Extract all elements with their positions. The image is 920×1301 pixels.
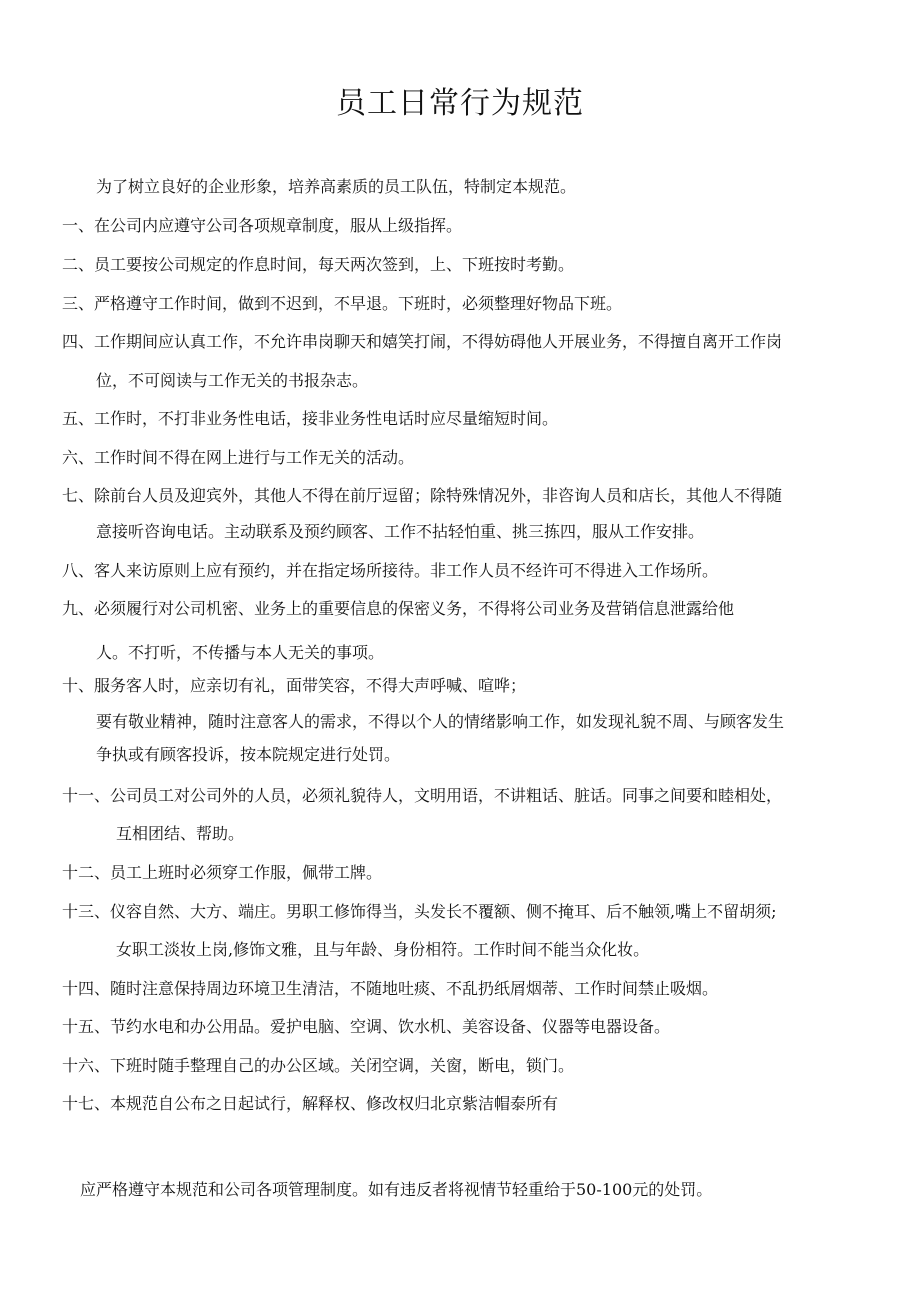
rule-10-line-1: 十、服务客人时，应亲切有礼，面带笑容，不得大声呼喊、喧哗； — [62, 676, 527, 695]
rule-7-line-2: 意接听咨询电话。主动联系及预约顾客、工作不拈轻怕重、挑三拣四，服从工作安排。 — [96, 522, 705, 541]
rule-11-line-1: 十一、公司员工对公司外的人员，必须礼貌待人，文明用语，不讲粗话、脏话。同事之间要和睦相处， — [62, 786, 783, 805]
rule-15: 十五、节约水电和办公用品。爱护电脑、空调、饮水机、美容设备、仪器等电器设备。 — [62, 1017, 671, 1036]
rule-5: 五、工作时，不打非业务性电话，接非业务性电话时应尽量缩短时间。 — [62, 409, 559, 428]
rule-10-line-3: 争执或有顾客投诉，按本院规定进行处罚。 — [96, 745, 401, 764]
intro-paragraph: 为了树立良好的企业形象，培养高素质的员工队伍，特制定本规范。 — [96, 177, 577, 196]
rule-2: 二、员工要按公司规定的作息时间，每天两次签到，上、下班按时考勤。 — [62, 255, 575, 274]
footer-note: 应严格遵守本规范和公司各项管理制度。如有违反者将视情节轻重给于50-100元的处罚。 — [80, 1180, 713, 1199]
rule-16: 十六、下班时随手整理自己的办公区域。关闭空调，关窗，断电，锁门。 — [62, 1056, 575, 1075]
rule-9-line-1: 九、必须履行对公司机密、业务上的重要信息的保密义务，不得将公司业务及营销信息泄露给他 — [62, 599, 735, 618]
rule-10-line-2: 要有敬业精神，随时注意客人的需求，不得以个人的情绪影响工作，如发现礼貌不周、与顾客发生 — [96, 712, 785, 731]
rule-8: 八、客人来访原则上应有预约，并在指定场所接待。非工作人员不经许可不得进入工作场所。 — [62, 561, 719, 580]
rule-6: 六、工作时间不得在网上进行与工作无关的活动。 — [62, 448, 415, 467]
rule-7-line-1: 七、除前台人员及迎宾外，其他人不得在前厅逗留；除特殊情况外，非咨询人员和店长，其他人不得随 — [62, 486, 783, 505]
document-title: 员工日常行为规范 — [336, 86, 584, 121]
rule-13-line-2: 女职工淡妆上岗,修饰文雅，且与年龄、身份相符。工作时间不能当众化妆。 — [116, 940, 650, 959]
rule-9-line-2: 人。不打听，不传播与本人无关的事项。 — [96, 643, 385, 662]
rule-1: 一、在公司内应遵守公司各项规章制度，服从上级指挥。 — [62, 216, 463, 235]
rule-3: 三、严格遵守工作时间，做到不迟到，不早退。下班时，必须整理好物品下班。 — [62, 294, 623, 313]
rule-4-line-2: 位，不可阅读与工作无关的书报杂志。 — [96, 371, 369, 390]
rule-11-line-2: 互相团结、帮助。 — [116, 824, 245, 843]
rule-12: 十二、员工上班时必须穿工作服，佩带工牌。 — [62, 863, 383, 882]
rule-14: 十四、随时注意保持周边环境卫生清洁，不随地吐痰、不乱扔纸屑烟蒂、工作时间禁止吸烟。 — [62, 979, 719, 998]
rule-17: 十七、本规范自公布之日起试行，解释权、修改权归北京紫洁帽泰所有 — [62, 1094, 559, 1113]
rule-4-line-1: 四、工作期间应认真工作，不允许串岗聊天和嬉笑打闹，不得妨碍他人开展业务，不得擅自离开工作岗 — [62, 332, 783, 351]
rule-13-line-1: 十三、仪容自然、大方、端庄。男职工修饰得当，头发长不覆额、侧不掩耳、后不触领,嘴上不留胡须; — [62, 902, 777, 921]
